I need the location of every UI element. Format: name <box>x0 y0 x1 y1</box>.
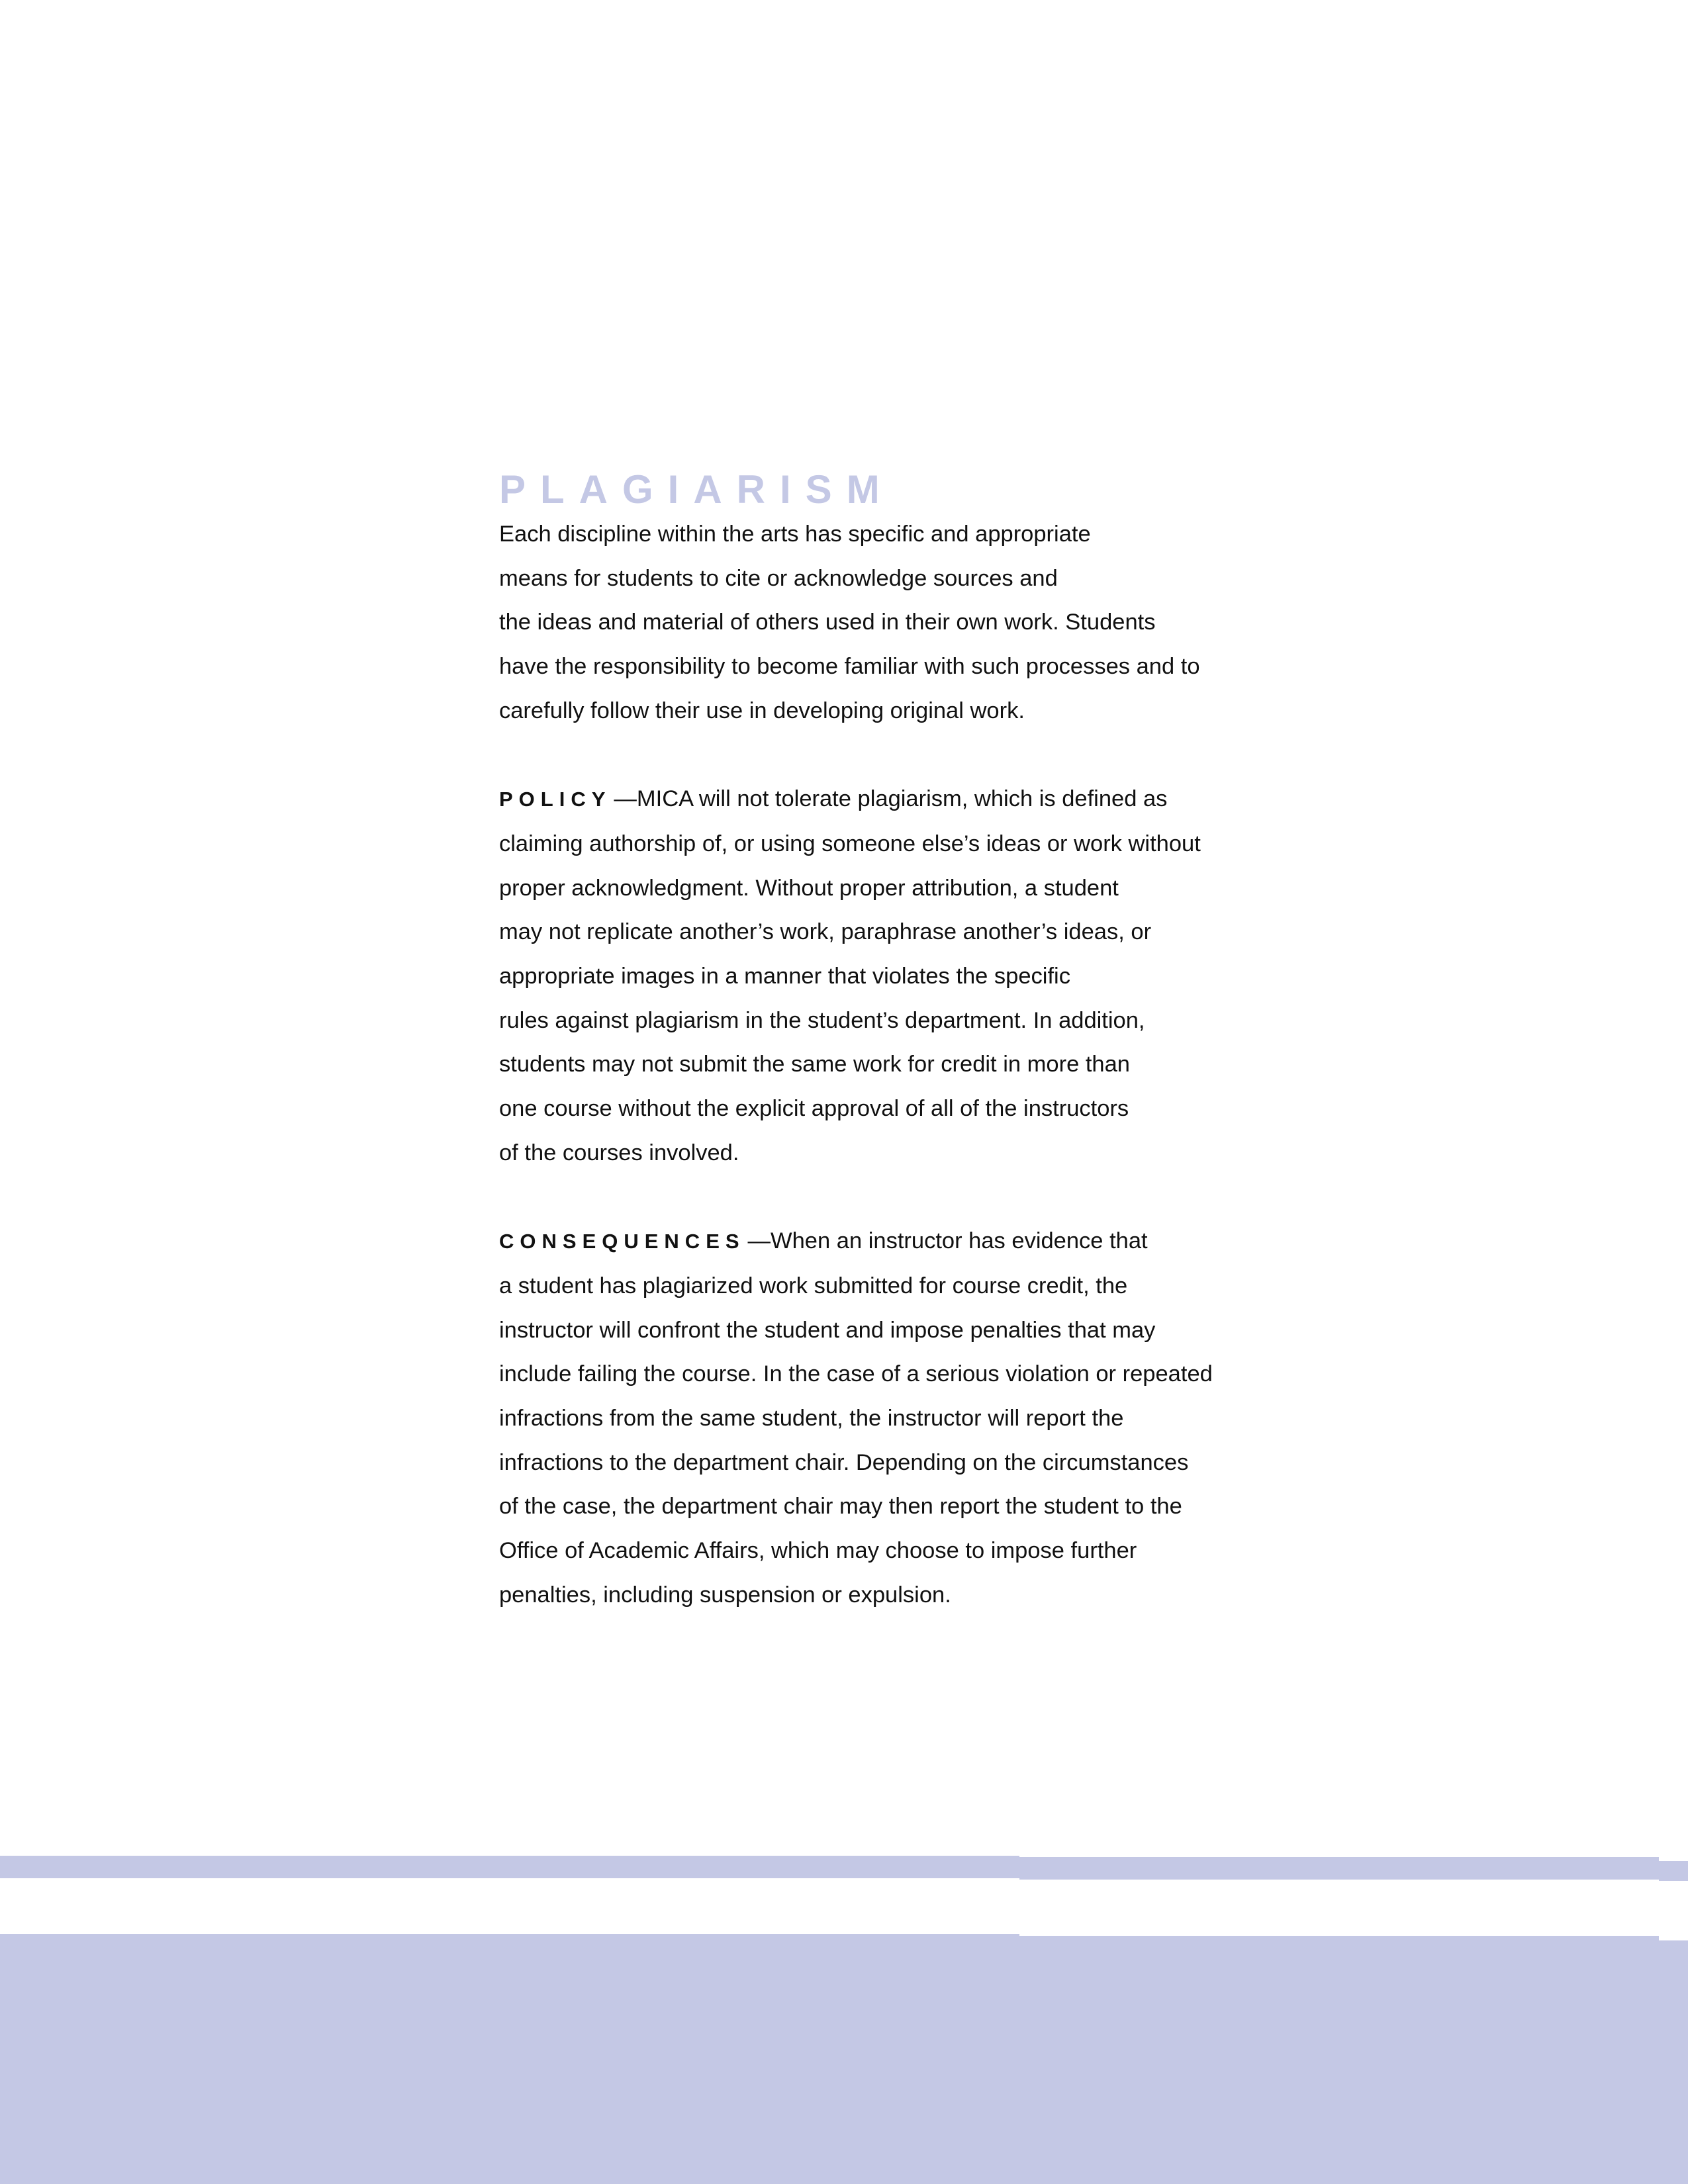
consequences-line: penalties, including suspension or expulsion. <box>499 1582 951 1608</box>
policy-line: rules against plagiarism in the student’s department. In addition, <box>499 1007 1145 1033</box>
policy-first-text: MICA will not tolerate plagiarism, which is defined as <box>636 786 1168 812</box>
footer-block-mid <box>1019 1936 1659 2184</box>
page-title: PLAGIARISM <box>499 467 894 512</box>
consequences-line: of the case, the department chair may then report the student to the <box>499 1494 1182 1520</box>
policy-line: of the courses involved. <box>499 1140 739 1165</box>
policy-dash: — <box>614 786 637 812</box>
consequences-first-text: When an instructor has evidence that <box>771 1228 1148 1254</box>
consequences-paragraph <box>499 1219 1213 1617</box>
footer-block-right <box>1659 1940 1688 2184</box>
intro-line: carefully follow their use in developing original work. <box>499 698 1025 723</box>
footer-stripe-mid <box>1019 1857 1659 1880</box>
consequences-dash: — <box>747 1228 771 1254</box>
policy-line: students may not submit the same work for credit in more than <box>499 1052 1130 1077</box>
policy-line: one course without the explicit approval of all of the instructors <box>499 1096 1129 1122</box>
intro-line: means for students to cite or acknowledge sources and <box>499 565 1058 591</box>
policy-line: may not replicate another’s work, paraphrase another’s ideas, or <box>499 919 1152 945</box>
intro-paragraph <box>499 512 1200 733</box>
policy-label: POLICY <box>499 788 612 811</box>
intro-line: the ideas and material of others used in their own work. Students <box>499 610 1156 635</box>
footer-block-left <box>0 1934 1019 2184</box>
policy-line: proper acknowledgment. Without proper attribution, a student <box>499 875 1119 901</box>
policy-first-line <box>499 777 1194 822</box>
consequences-line: infractions to the department chair. Depending on the circumstances <box>499 1449 1189 1475</box>
policy-line: claiming authorship of, or using someone else’s ideas or work without <box>499 831 1201 856</box>
consequences-first-line <box>499 1219 1194 1264</box>
footer-stripe-left <box>0 1856 1019 1878</box>
policy-paragraph <box>499 777 1201 1175</box>
consequences-line: a student has plagiarized work submitted for course credit, the <box>499 1273 1128 1298</box>
consequences-line: include failing the course. In the case of a serious violation or repeated <box>499 1361 1213 1387</box>
intro-line: have the responsibility to become familiar with such processes and to <box>499 654 1200 680</box>
consequences-line: instructor will confront the student and impose penalties that may <box>499 1317 1156 1343</box>
document-body <box>499 463 1213 1617</box>
consequences-line: infractions from the same student, the instructor will report the <box>499 1406 1124 1432</box>
intro-line: Each discipline within the arts has specific and appropriate <box>499 522 1091 547</box>
footer-stripe-right <box>1659 1861 1688 1881</box>
consequences-line: Office of Academic Affairs, which may choose to impose further <box>499 1538 1137 1564</box>
policy-line: appropriate images in a manner that violates the specific <box>499 964 1070 989</box>
consequences-label: CONSEQUENCES <box>499 1230 745 1253</box>
